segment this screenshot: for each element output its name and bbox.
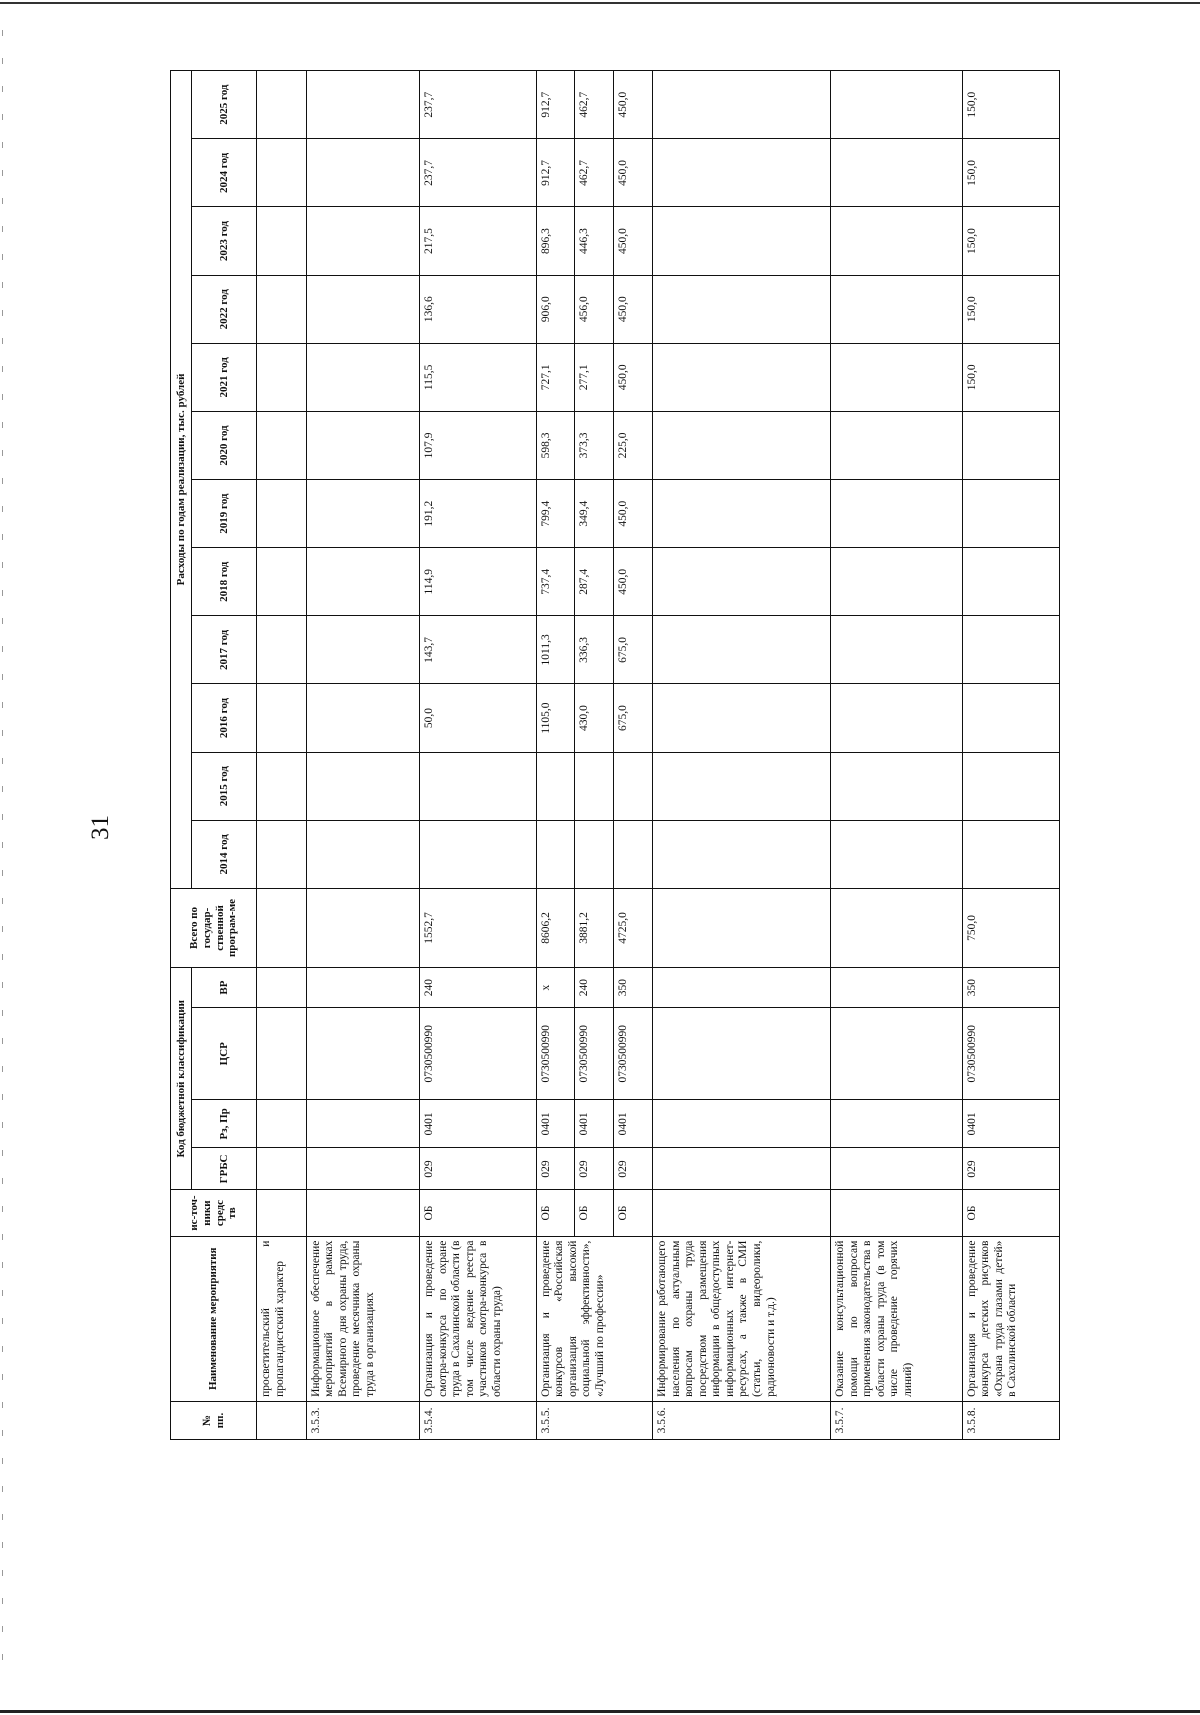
table-row (306, 71, 419, 1440)
table-row (536, 71, 575, 1440)
header-year: 2014 год (192, 820, 257, 888)
row-year-value (306, 411, 419, 479)
row-vr (306, 968, 419, 1008)
row-year-value: 150,0 (962, 139, 1059, 207)
row-year-value (962, 820, 1059, 888)
row-year-value: 737,4 (536, 548, 575, 616)
row-year-value (831, 480, 963, 548)
row-year-value: 446,3 (575, 207, 614, 275)
row-vr (831, 968, 963, 1008)
row-source (831, 1190, 963, 1236)
row-csr (653, 1008, 831, 1100)
row-year-value (257, 616, 307, 684)
row-year-value: 191,2 (419, 480, 536, 548)
header-rz-pr: Рз, Пр (192, 1100, 257, 1148)
row-source: ОБ (536, 1190, 575, 1236)
row-grbs: 029 (614, 1148, 653, 1190)
row-rz-pr (653, 1100, 831, 1148)
row-name: Организация и проведение конкурса детских рисунков «Охрана труда глазами детей» в Сахалинской области (962, 1236, 1059, 1401)
row-year-value (257, 684, 307, 752)
row-year-value: 450,0 (614, 548, 653, 616)
row-year-value (962, 480, 1059, 548)
row-year-value: 912,7 (536, 71, 575, 139)
row-grbs (653, 1148, 831, 1190)
row-year-value: 150,0 (962, 71, 1059, 139)
row-year-value: 598,3 (536, 411, 575, 479)
header-source: ис-точ-ники средс тв (171, 1190, 257, 1236)
header-year: 2015 год (192, 752, 257, 820)
row-year-value (831, 548, 963, 616)
row-year-value (962, 548, 1059, 616)
header-name: Наименование мероприятия (171, 1236, 257, 1401)
row-year-value (962, 684, 1059, 752)
row-year-value (653, 275, 831, 343)
row-year-value (257, 207, 307, 275)
table-row (257, 71, 307, 1440)
row-year-value: 896,3 (536, 207, 575, 275)
row-year-value: 727,1 (536, 343, 575, 411)
row-year-value: 237,7 (419, 71, 536, 139)
row-year-value (257, 343, 307, 411)
row-year-value (306, 71, 419, 139)
row-source: ОБ (575, 1190, 614, 1236)
row-rz-pr (306, 1100, 419, 1148)
row-year-value (257, 275, 307, 343)
row-year-value: 1105,0 (536, 684, 575, 752)
header-grbs: ГРБС (192, 1148, 257, 1190)
row-vr: 350 (962, 968, 1059, 1008)
row-csr: 0730500990 (419, 1008, 536, 1100)
row-year-value: 150,0 (962, 207, 1059, 275)
table-row (575, 71, 614, 1440)
row-year-value (653, 480, 831, 548)
row-year-value (306, 820, 419, 888)
row-rz-pr: 0401 (962, 1100, 1059, 1148)
header-year: 2023 год (192, 207, 257, 275)
row-year-value (653, 139, 831, 207)
row-year-value (306, 343, 419, 411)
row-year-value (575, 752, 614, 820)
row-year-value (257, 480, 307, 548)
row-year-value (614, 752, 653, 820)
row-total: 1552,7 (419, 888, 536, 967)
row-vr: 240 (575, 968, 614, 1008)
row-vr: х (536, 968, 575, 1008)
row-year-value: 430,0 (575, 684, 614, 752)
row-year-value: 462,7 (575, 71, 614, 139)
row-year-value (306, 684, 419, 752)
row-name: Организация и проведение смотра-конкурса по охране труда в Сахалинской области (в том числе ведение реестра участников смотра-конкурса в области охраны труда) (419, 1236, 536, 1401)
row-year-value (257, 752, 307, 820)
row-year-value (653, 684, 831, 752)
row-csr (831, 1008, 963, 1100)
row-year-value: 456,0 (575, 275, 614, 343)
row-year-value: 277,1 (575, 343, 614, 411)
row-year-value (831, 411, 963, 479)
row-year-value: 115,5 (419, 343, 536, 411)
row-total: 750,0 (962, 888, 1059, 967)
row-grbs (257, 1148, 307, 1190)
row-grbs: 029 (575, 1148, 614, 1190)
row-year-value (306, 480, 419, 548)
row-year-value (257, 820, 307, 888)
row-year-value: 675,0 (614, 684, 653, 752)
row-total: 4725,0 (614, 888, 653, 967)
row-year-value (419, 820, 536, 888)
header-budget-code: Код бюджетной классификации (171, 968, 192, 1190)
row-year-value: 50,0 (419, 684, 536, 752)
row-total: 8606,2 (536, 888, 575, 967)
table-row (831, 71, 963, 1440)
row-year-value: 675,0 (614, 616, 653, 684)
row-year-value (306, 548, 419, 616)
row-year-value: 450,0 (614, 139, 653, 207)
row-vr (653, 968, 831, 1008)
row-num: 3.5.6. (653, 1401, 831, 1439)
row-year-value (831, 343, 963, 411)
row-year-value: 799,4 (536, 480, 575, 548)
row-year-value: 143,7 (419, 616, 536, 684)
header-year: 2019 год (192, 480, 257, 548)
row-year-value (653, 616, 831, 684)
row-year-value (831, 275, 963, 343)
row-year-value (257, 548, 307, 616)
header-year: 2017 год (192, 616, 257, 684)
row-year-value: 373,3 (575, 411, 614, 479)
row-year-value (831, 616, 963, 684)
row-year-value (575, 820, 614, 888)
scan-edge-left (2, 30, 3, 1680)
row-csr: 0730500990 (614, 1008, 653, 1100)
row-year-value (962, 411, 1059, 479)
scan-edge-bottom (0, 1710, 1200, 1713)
row-year-value (653, 548, 831, 616)
row-year-value (831, 71, 963, 139)
row-year-value: 150,0 (962, 343, 1059, 411)
row-year-value: 450,0 (614, 343, 653, 411)
row-rz-pr (831, 1100, 963, 1148)
row-year-value: 906,0 (536, 275, 575, 343)
row-total (831, 888, 963, 967)
row-year-value (536, 752, 575, 820)
row-vr (257, 968, 307, 1008)
page-number: 31 (87, 815, 114, 840)
row-year-value (653, 752, 831, 820)
row-source (653, 1190, 831, 1236)
header-total: Всего по государ-ственной програм-ме (171, 888, 257, 967)
row-num: 3.5.7. (831, 1401, 963, 1439)
row-csr: 0730500990 (962, 1008, 1059, 1100)
row-grbs (831, 1148, 963, 1190)
row-year-value: 1011,3 (536, 616, 575, 684)
header-csr: ЦСР (192, 1008, 257, 1100)
row-year-value (653, 343, 831, 411)
row-rz-pr: 0401 (614, 1100, 653, 1148)
table-row (653, 71, 831, 1440)
row-year-value: 450,0 (614, 275, 653, 343)
row-source: ОБ (962, 1190, 1059, 1236)
row-name: Оказание консультационной помощи по вопросам применения законодательства в области охраны труда (в том числе проведение горячих линий) (831, 1236, 963, 1401)
row-year-value: 107,9 (419, 411, 536, 479)
row-year-value (257, 71, 307, 139)
header-year: 2020 год (192, 411, 257, 479)
row-total: 3881,2 (575, 888, 614, 967)
row-year-value (419, 752, 536, 820)
row-grbs (306, 1148, 419, 1190)
row-year-value: 450,0 (614, 207, 653, 275)
row-source (257, 1190, 307, 1236)
row-year-value (831, 820, 963, 888)
row-num: 3.5.5. (536, 1401, 653, 1439)
header-vr: ВР (192, 968, 257, 1008)
row-rz-pr: 0401 (419, 1100, 536, 1148)
row-name: Организация и проведение конкурсов «Российская организация высокой социальной эффективности», «Лучший по профессии» (536, 1236, 653, 1401)
row-year-value (962, 752, 1059, 820)
row-rz-pr (257, 1100, 307, 1148)
row-num (257, 1401, 307, 1439)
row-year-value: 237,7 (419, 139, 536, 207)
row-year-value: 462,7 (575, 139, 614, 207)
header-year: 2021 год (192, 343, 257, 411)
row-rz-pr: 0401 (536, 1100, 575, 1148)
row-year-value (306, 752, 419, 820)
scan-edge-top (0, 2, 1200, 4)
row-grbs: 029 (962, 1148, 1059, 1190)
row-grbs: 029 (536, 1148, 575, 1190)
row-year-value: 450,0 (614, 480, 653, 548)
table-body (257, 71, 1060, 1440)
row-year-value: 349,4 (575, 480, 614, 548)
header-year: 2025 год (192, 71, 257, 139)
header-num: № пп. (171, 1401, 257, 1439)
row-year-value: 114,9 (419, 548, 536, 616)
row-year-value (257, 411, 307, 479)
row-year-value (653, 820, 831, 888)
row-num: 3.5.8. (962, 1401, 1059, 1439)
row-year-value (306, 139, 419, 207)
rotated-table-wrapper (170, 70, 1060, 1440)
expenses-table (170, 70, 1060, 1440)
row-year-value: 336,3 (575, 616, 614, 684)
row-total (653, 888, 831, 967)
row-csr: 0730500990 (575, 1008, 614, 1100)
row-year-value (653, 411, 831, 479)
row-year-value (653, 207, 831, 275)
row-year-value: 450,0 (614, 71, 653, 139)
row-year-value (831, 684, 963, 752)
row-grbs: 029 (419, 1148, 536, 1190)
table-row (614, 71, 653, 1440)
row-vr: 240 (419, 968, 536, 1008)
row-name: просветительский и пропагандистский характер (257, 1236, 307, 1401)
row-rz-pr: 0401 (575, 1100, 614, 1148)
header-year: 2024 год (192, 139, 257, 207)
row-year-value: 136,6 (419, 275, 536, 343)
row-csr: 0730500990 (536, 1008, 575, 1100)
row-source: ОБ (614, 1190, 653, 1236)
row-year-value (306, 275, 419, 343)
row-year-value (306, 616, 419, 684)
row-source: ОБ (419, 1190, 536, 1236)
row-source (306, 1190, 419, 1236)
row-year-value (962, 616, 1059, 684)
row-year-value: 912,7 (536, 139, 575, 207)
row-num: 3.5.3. (306, 1401, 419, 1439)
row-year-value (831, 752, 963, 820)
row-name: Информационное обеспечение мероприятий в рамках Всемирного дня охраны труда, проведение месячника охраны труда в организациях (306, 1236, 419, 1401)
row-year-value (614, 820, 653, 888)
row-year-value: 287,4 (575, 548, 614, 616)
header-year: 2018 год (192, 548, 257, 616)
row-csr (257, 1008, 307, 1100)
header-year: 2016 год (192, 684, 257, 752)
row-year-value (831, 207, 963, 275)
table-row (962, 71, 1059, 1440)
row-total (306, 888, 419, 967)
row-year-value (831, 139, 963, 207)
row-vr: 350 (614, 968, 653, 1008)
row-year-value: 150,0 (962, 275, 1059, 343)
row-year-value (257, 139, 307, 207)
row-year-value: 217,5 (419, 207, 536, 275)
row-csr (306, 1008, 419, 1100)
row-year-value (306, 207, 419, 275)
table-row (419, 71, 536, 1440)
row-total (257, 888, 307, 967)
row-year-value: 225,0 (614, 411, 653, 479)
header-expenses: Расходы по годам реализации, тыс. рублей (171, 71, 192, 889)
header-year: 2022 год (192, 275, 257, 343)
row-name: Информирование работающего населения по актуальным вопросам охраны труда посредством размещения информации в общедоступных информационных интернет-ресурсах, а также в СМИ (статьи, видеоролики, радионовости и т.д.) (653, 1236, 831, 1401)
row-year-value (536, 820, 575, 888)
row-num: 3.5.4. (419, 1401, 536, 1439)
row-year-value (653, 71, 831, 139)
